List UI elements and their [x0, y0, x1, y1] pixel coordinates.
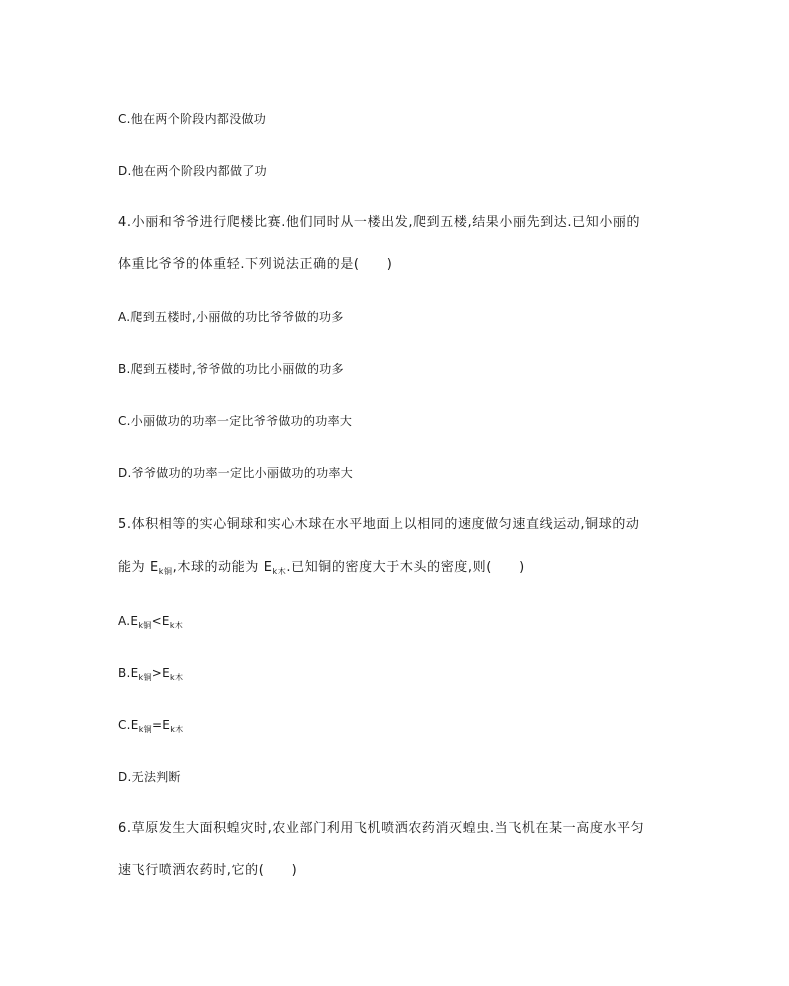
question-5-line-1: 5.体积相等的实心铜球和实心木球在水平地面上以相同的速度做匀速直线运动,铜球的动 [118, 517, 640, 532]
comparison-operator: < [151, 614, 162, 628]
ek-wood-symbol [264, 560, 287, 575]
symbol-wood: 木 [175, 725, 184, 734]
q5-text-pre: 能为 [118, 560, 146, 575]
symbol-e: E [162, 666, 171, 680]
comparison-operator: = [151, 718, 163, 732]
question-4-line-1: 4.小丽和爷爷进行爬楼比赛.他们同时从一楼出发,爬到五楼,结果小丽先到达.已知小丽的 [118, 215, 641, 230]
symbol-k: k [138, 673, 144, 682]
symbol-wood: 木 [174, 621, 184, 630]
option-4c: C.小丽做功的功率一定比爷爷做功的功率大 [118, 414, 353, 428]
option-4d: D.爷爷做功的功率一定比小丽做功的功率大 [118, 466, 354, 480]
symbol-e: E [161, 614, 170, 628]
option-label: C. [118, 718, 131, 732]
option-5c [118, 717, 183, 735]
option-label: A. [118, 614, 131, 628]
question-6-line-2: 速飞行喷洒农药时,它的( ) [118, 863, 298, 878]
q5-text-post: .已知铜的密度大于木头的密度,则( ) [286, 560, 525, 575]
option-5a [118, 613, 183, 631]
symbol-wood: 木 [277, 567, 287, 576]
option-4a: A.爬到五楼时,小丽做的功比爷爷做的功多 [118, 310, 344, 324]
symbol-k: k [169, 621, 175, 630]
ek-copper-symbol [150, 560, 173, 575]
symbol-copper: 铜 [143, 725, 152, 734]
q5-text-mid: ,木球的动能为 [172, 560, 259, 575]
symbol-e: E [130, 718, 139, 732]
option-4b: B.爬到五楼时,爷爷做的功比小丽做的功多 [118, 362, 344, 376]
option-label: B. [118, 666, 131, 680]
symbol-e: E [130, 666, 139, 680]
symbol-e: E [263, 560, 273, 575]
symbol-e: E [162, 718, 171, 732]
line-option-c3: C.他在两个阶段内都没做功 [118, 112, 267, 126]
option-5d: D.无法判断 [118, 770, 181, 784]
symbol-e: E [149, 560, 159, 575]
comparison-operator: > [151, 666, 163, 680]
symbol-wood: 木 [174, 673, 184, 682]
line-option-d3: D.他在两个阶段内都做了功 [118, 164, 267, 178]
question-6-line-1: 6.草原发生大面积蝗灾时,农业部门利用飞机喷洒农药消灭蝗虫.当飞机在某一高度水平匀 [118, 821, 645, 836]
symbol-k: k [170, 725, 176, 734]
symbol-k: k [272, 567, 278, 576]
symbol-k: k [138, 621, 144, 630]
symbol-k: k [158, 567, 164, 576]
symbol-copper: 铜 [143, 673, 152, 682]
symbol-e: E [130, 614, 139, 628]
question-5-line-2 [118, 560, 525, 577]
option-5b [118, 665, 183, 683]
symbol-copper: 铜 [164, 567, 173, 576]
symbol-copper: 铜 [143, 621, 152, 630]
symbol-k: k [170, 673, 175, 682]
question-4-line-2: 体重比爷爷的体重轻.下列说法正确的是( ) [118, 257, 393, 272]
symbol-k: k [138, 725, 144, 734]
